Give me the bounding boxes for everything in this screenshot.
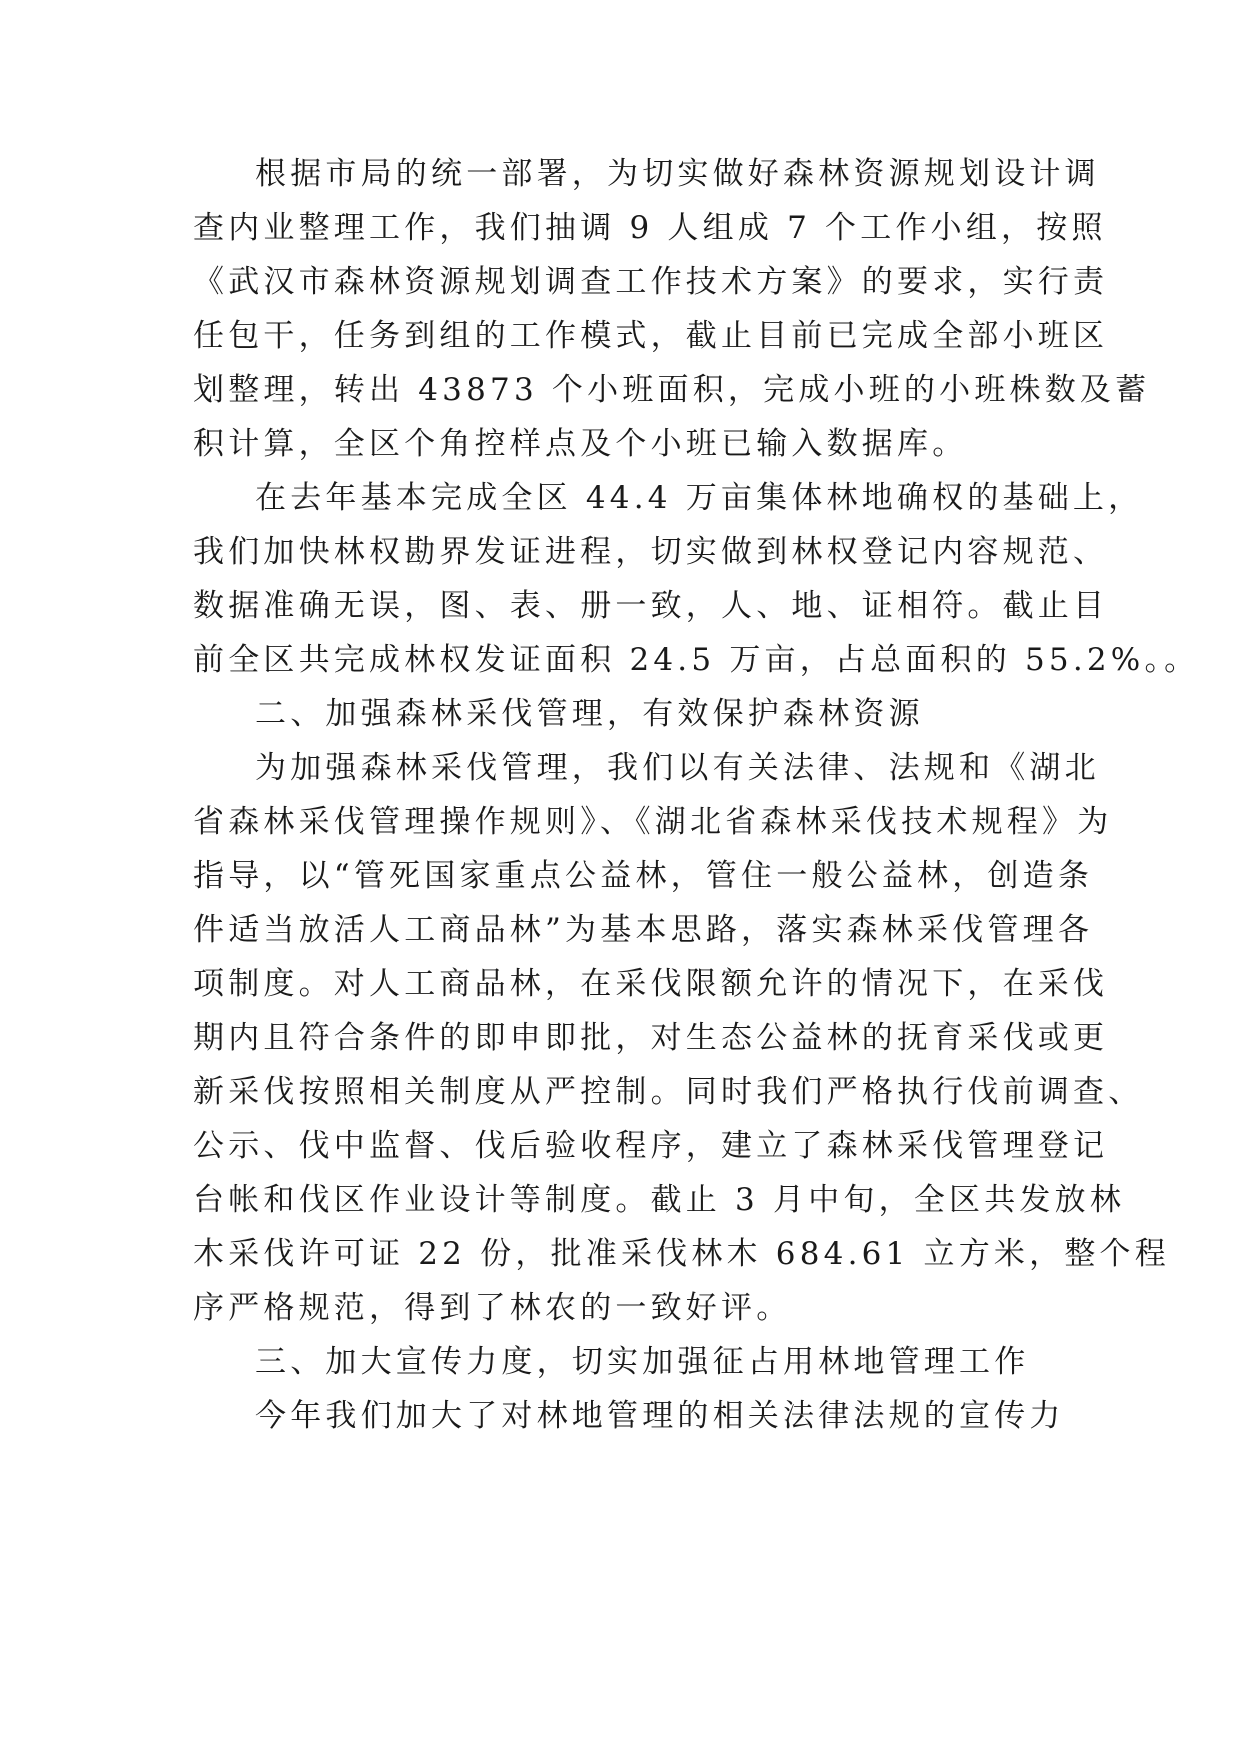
paragraph-4-line-1: 今年我们加大了对林地管理的相关法律法规的宣传力: [255, 1398, 1065, 1434]
paragraph-3-line-4: 件适当放活人工商品林”为基本思路，落实森林采伐管理各: [193, 912, 1094, 948]
paragraph-3-line-8: 公示、伐中监督、伐后验收程序，建立了森林采伐管理登记: [193, 1128, 1109, 1164]
paragraph-2-line-1: 在去年基本完成全区 44.4 万亩集体林地确权的基础上，: [255, 480, 1144, 516]
paragraph-1-line-1: 根据市局的统一部署，为切实做好森林资源规划设计调: [255, 156, 1100, 192]
paragraph-3-line-11: 序严格规范，得到了林农的一致好评。: [193, 1290, 792, 1326]
paragraph-3-line-10: 木采伐许可证 22 份，批准采伐林木 684.61 立方米，整个程: [193, 1236, 1170, 1272]
paragraph-3-line-7: 新采伐按照相关制度从严控制。同时我们严格执行伐前调查、: [193, 1074, 1144, 1110]
paragraph-1-line-6: 积计算，全区个角控样点及个小班已输入数据库。: [193, 426, 968, 462]
paragraph-3-line-2: 省森林采伐管理操作规则》、《湖北省森林采伐技术规程》为: [193, 804, 1113, 840]
paragraph-1-line-4: 任包干，任务到组的工作模式，截止目前已完成全部小班区: [193, 318, 1109, 354]
paragraph-2-line-3: 数据准确无误，图、表、册一致，人、地、证相符。截止目: [193, 588, 1109, 624]
paragraph-3-line-3: 指导，以“管死国家重点公益林，管住一般公益林，创造条: [193, 858, 1094, 894]
paragraph-3-line-9: 台帐和伐区作业设计等制度。截止 3 月中旬，全区共发放林: [193, 1182, 1126, 1218]
paragraph-2-line-2: 我们加快林权勘界发证进程，切实做到林权登记内容规范、: [193, 534, 1109, 570]
paragraph-1-line-3: 《武汉市森林资源规划调查工作技术方案》的要求，实行责: [193, 264, 1109, 300]
paragraph-1-line-2: 查内业整理工作，我们抽调 9 人组成 7 个工作小组，按照: [193, 210, 1107, 246]
paragraph-3-line-5: 项制度。对人工商品林，在采伐限额允许的情况下，在采伐: [193, 966, 1109, 1002]
paragraph-1-line-5: 划整理，转出 43873 个小班面积，完成小班的小班株数及蓄: [193, 372, 1151, 408]
section-heading-2: 二、加强森林采伐管理，有效保护森林资源: [255, 696, 924, 732]
paragraph-3-line-6: 期内且符合条件的即申即批，对生态公益林的抚育采伐或更: [193, 1020, 1109, 1056]
paragraph-3-line-1: 为加强森林采伐管理，我们以有关法律、法规和《湖北: [255, 750, 1100, 786]
section-heading-3: 三、加大宣传力度，切实加强征占用林地管理工作: [255, 1344, 1030, 1380]
paragraph-2-line-4: 前全区共完成林权发证面积 24.5 万亩，占总面积的 55.2%。。: [193, 642, 1200, 678]
